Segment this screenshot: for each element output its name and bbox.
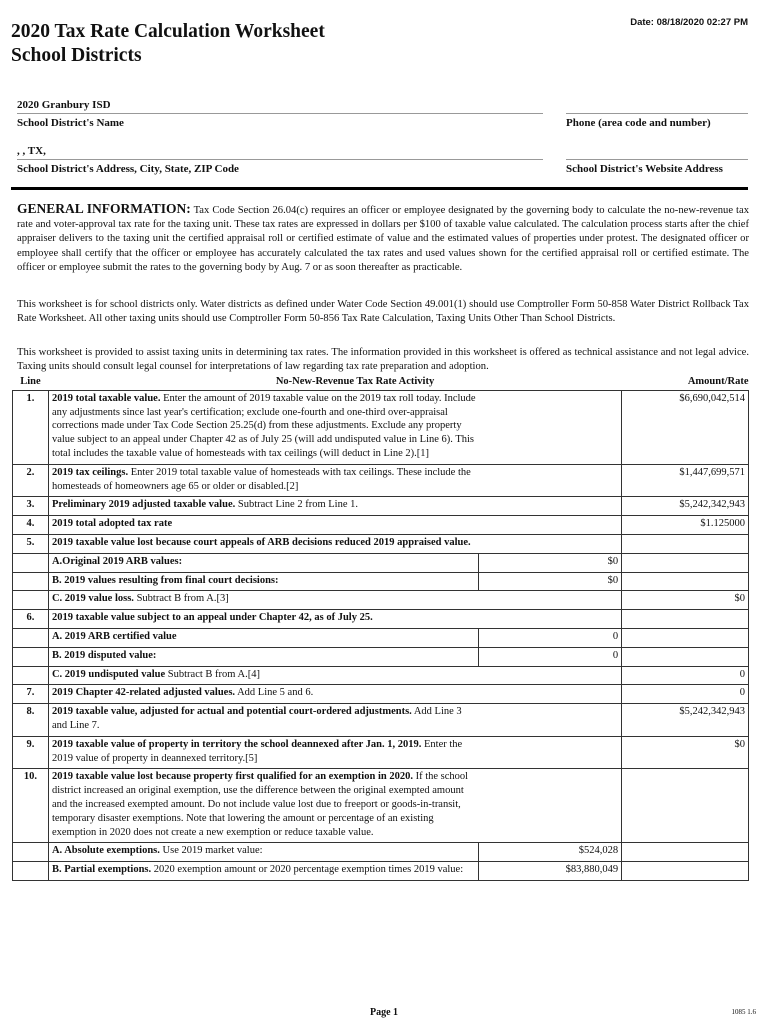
form-code: 1085 1.6	[731, 1008, 756, 1016]
line-number: 8.	[13, 704, 49, 737]
line-description: If the school district increased an original exemption, use the difference between the original exempted amount and the increased exempted amount. Do not include value lost due to freeport or goods-in-transit, temporary disaster exemptions. Note that lowering the amount or percentage of an existing exemption in 2020 does not create a new exemption or reduce taxable value.	[51, 771, 469, 838]
general-information-paragraph	[17, 202, 749, 275]
line-title: 2019 tax ceilings.	[51, 466, 129, 478]
line-amount[interactable]	[622, 769, 749, 843]
column-header-activity: No-New-Revenue Tax Rate Activity	[48, 375, 621, 390]
line-title: 2019 total taxable value.	[51, 392, 161, 404]
subline-total[interactable]: $0	[622, 591, 749, 610]
title-line-2: School Districts	[11, 45, 142, 66]
table-subrow	[13, 843, 749, 862]
table-row	[13, 704, 749, 737]
line-number: 5.	[13, 534, 49, 553]
subline-amount[interactable]: $83,880,049	[479, 862, 622, 881]
subline-description: Subtract B from A.[3]	[133, 593, 229, 605]
date-stamp: Date: 08/18/2020 02:27 PM	[630, 17, 748, 28]
table-row	[13, 769, 749, 843]
line-title: Preliminary 2019 adjusted taxable value.	[51, 499, 236, 511]
subline-amount[interactable]: 0	[479, 628, 622, 647]
line-title: 2019 taxable value, adjusted for actual and potential court-ordered adjustments.	[51, 706, 412, 718]
section-divider	[11, 187, 748, 190]
subline-title: A. Absolute exemptions.	[51, 845, 160, 857]
line-description: Enter 2019 total taxable value of homesteads with tax ceilings. These include the homesteads of homeowners age 65 or older or disabled.[2]	[51, 466, 471, 492]
table-row	[13, 497, 749, 516]
line-amount[interactable]: 0	[622, 685, 749, 704]
line-number: 7.	[13, 685, 49, 704]
line-title: 2019 Chapter 42-related adjusted values.	[51, 687, 236, 699]
subline-amount[interactable]: 0	[479, 647, 622, 666]
line-amount[interactable]: $0	[622, 736, 749, 769]
line-number: 9.	[13, 736, 49, 769]
line-amount[interactable]: $1,447,699,571	[622, 464, 749, 497]
line-number: 2.	[13, 464, 49, 497]
line-number: 6.	[13, 610, 49, 629]
table-subrow	[13, 647, 749, 666]
subline-description: Subtract B from A.[4]	[165, 668, 260, 680]
line-description: Add Line 5 and 6.	[235, 687, 314, 699]
table-row	[13, 736, 749, 769]
subline-title: B. 2019 values resulting from final court decisions:	[51, 574, 279, 586]
table-subrow	[13, 862, 749, 881]
line-title: 2019 taxable value subject to an appeal under Chapter 42, as of July 25.	[51, 612, 373, 624]
district-name-underline	[17, 113, 543, 114]
general-information-text: Tax Code Section 26.04(c) requires an officer or employee designated by the governing body to calculate the no-new-revenue tax rate and voter-approval tax rate for the taxing unit. These tax rates are expressed in dollars per $100 of taxable value calculated. The calculation process starts after the chief appraiser delivers to the taxing unit the certified appraisal roll or certified estimate of value and the estimated values of properties under protest. The designated officer or employee shall certify that the officer or employee has accurately calculated the tax rates and used values shown for the certified appraisal roll or certified estimate. The officer or employee submit the rates to the governing body by Aug. 7 or as soon thereafter as practicable.	[17, 205, 749, 273]
line-description: Subtract Line 2 from Line 1.	[235, 499, 358, 511]
table-row	[13, 534, 749, 553]
worksheet-title	[11, 20, 325, 68]
subline-amount[interactable]: $524,028	[479, 843, 622, 862]
subline-description: 2020 exemption amount or 2020 percentage exemption times 2019 value:	[151, 864, 464, 876]
district-address-underline	[17, 159, 543, 160]
line-number: 10.	[13, 769, 49, 843]
title-line-1: 2020 Tax Rate Calculation Worksheet	[11, 21, 325, 42]
worksheet-scope-paragraph: This worksheet is for school districts only. Water districts as defined under Water Code Section 49.001(1) should use Comptroller Form 50-858 Water District Rollback Tax Rate Worksheet. All other taxing units should use Comptroller Form 50-856 Tax Rate Calculation, Taxing Units Other Than School Districts.	[17, 299, 749, 325]
line-description: Add Line 3 and Line 7.	[51, 706, 462, 731]
district-name-label: School District's Name	[17, 117, 124, 129]
subline-amount[interactable]: $0	[479, 553, 622, 572]
table-subrow	[13, 553, 749, 572]
line-number: 4.	[13, 516, 49, 535]
column-header-line: Line	[13, 375, 49, 390]
disclaimer-paragraph: This worksheet is provided to assist taxing units in determining tax rates. The information provided in this worksheet is offered as technical assistance and not legal advice. Taxing units should consult legal counsel for interpretations of law regarding tax rate preparation and adoption.	[17, 347, 749, 373]
general-information-heading: GENERAL INFORMATION:	[17, 201, 191, 216]
line-amount[interactable]: $6,690,042,514	[622, 390, 749, 464]
subline-title: C. 2019 undisputed value	[51, 668, 166, 680]
line-description: Enter the 2019 value of property in deannexed territory.[5]	[51, 738, 463, 764]
table-row	[13, 390, 749, 464]
line-amount[interactable]: $5,242,342,943	[622, 497, 749, 516]
page-number: Page 1	[370, 1007, 399, 1018]
table-row	[13, 610, 749, 629]
subline-title: B. Partial exemptions.	[51, 864, 152, 876]
subline-amount[interactable]: $0	[479, 572, 622, 591]
line-title: 2019 taxable value lost because property first qualified for an exemption in 2020.	[51, 771, 413, 783]
subline-title: C. 2019 value loss.	[51, 593, 134, 605]
line-number: 1.	[13, 390, 49, 464]
table-subrow	[13, 666, 749, 685]
table-header-row	[13, 375, 749, 390]
phone-label: Phone (area code and number)	[566, 117, 711, 129]
line-title: 2019 total adopted tax rate	[51, 518, 173, 530]
line-number: 3.	[13, 497, 49, 516]
line-title: 2019 taxable value lost because court appeals of ARB decisions reduced 2019 appraised value.	[51, 536, 471, 548]
table-row	[13, 516, 749, 535]
district-address-value[interactable]: , , TX,	[17, 145, 46, 157]
line-title: 2019 taxable value of property in territory the school deannexed after Jan. 1, 2019.	[51, 738, 422, 750]
line-amount[interactable]: $1.125000	[622, 516, 749, 535]
no-new-revenue-worksheet-table	[12, 375, 749, 881]
line-amount[interactable]: $5,242,342,943	[622, 704, 749, 737]
line-amount[interactable]	[622, 610, 749, 629]
line-amount[interactable]	[622, 534, 749, 553]
subline-title: A.Original 2019 ARB values:	[51, 555, 183, 567]
table-subrow	[13, 591, 749, 610]
subline-description: Use 2019 market value:	[159, 845, 263, 857]
subline-title: B. 2019 disputed value:	[51, 649, 157, 661]
subline-total[interactable]: 0	[622, 666, 749, 685]
website-underline	[566, 159, 748, 160]
district-name-value[interactable]: 2020 Granbury ISD	[17, 99, 111, 111]
website-label: School District's Website Address	[566, 163, 723, 175]
table-row	[13, 685, 749, 704]
table-row	[13, 464, 749, 497]
table-subrow	[13, 572, 749, 591]
column-header-amount: Amount/Rate	[622, 375, 749, 390]
table-subrow	[13, 628, 749, 647]
district-address-label: School District's Address, City, State, ZIP Code	[17, 163, 239, 175]
phone-underline	[566, 113, 748, 114]
line-description: Enter the amount of 2019 taxable value on the 2019 tax roll today. Include any adjustments since last year's certification; exclude one-fourth and one-third over-appraisal corrections made under Tax Code Section 25.25(d) from these adjustments. Exclude any property value subject to an appeal under Chapter 42 as of July 25 (will add undisputed value in Line 6). This total includes the taxable value of homesteads with tax ceilings (will deduct in Line 2).[1]	[51, 392, 476, 459]
subline-title: A. 2019 ARB certified value	[51, 630, 177, 642]
